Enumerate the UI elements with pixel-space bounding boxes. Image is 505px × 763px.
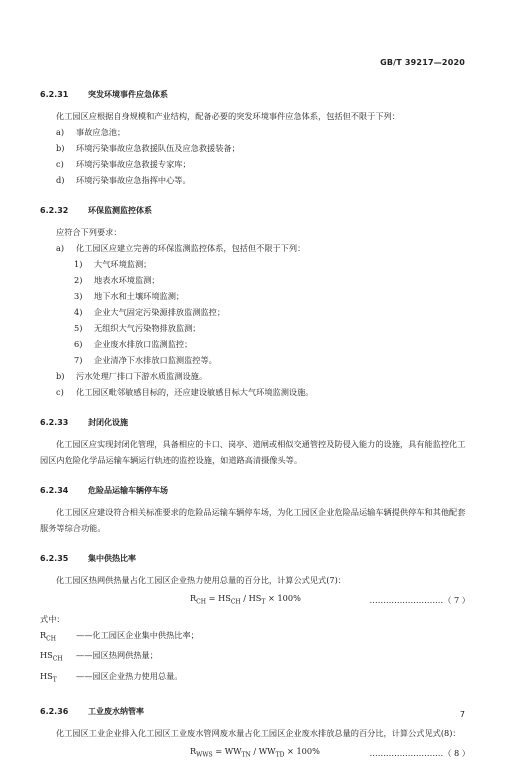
page-number: 7 (459, 710, 465, 719)
section-number: 6.2.34 (40, 486, 69, 495)
list-item: a) 化工园区应建立完善的环保监测监控体系，包括但不限于下列： (56, 243, 306, 253)
variable-definition: $HS_{CH}$ ——园区热网供热量； (40, 650, 158, 663)
section-heading-6-2-35 (40, 552, 470, 566)
formula-7 (40, 590, 470, 611)
section-number: 6.2.35 (40, 554, 69, 563)
section-heading-6-2-32 (40, 204, 470, 218)
sub-list-item: 7) 企业清净下水排放口监测监控等。 (74, 355, 217, 365)
section-title: 工业废水纳管率 (88, 706, 144, 716)
paragraph: 应符合下列要求： (56, 227, 122, 237)
section-number: 6.2.31 (40, 90, 69, 99)
section-title: 危险品运输车辆停车场 (88, 486, 168, 495)
sub-list-item: 4) 企业大气固定污染源排放监测监控； (74, 307, 226, 317)
list-item: c) 环境污染事故应急救援专家库； (56, 159, 191, 169)
equation-number: ………………………（ 7 ） (369, 595, 470, 606)
where-label: 式中： (40, 613, 65, 624)
section-heading-6-2-33 (40, 416, 470, 430)
sub-list-item: 2) 地表水环境监测； (74, 275, 160, 285)
sub-list-item: 1) 大气环境监测； (74, 259, 152, 269)
list-item: b) 污水处理厂排口下游水质监测设施。 (56, 371, 208, 381)
section-heading-6-2-34 (40, 484, 470, 498)
sub-list-item: 3) 地下水和土壤环境监测； (74, 291, 185, 301)
section-heading-6-2-31 (40, 88, 470, 102)
sub-list-item: 5) 无组织大气污染物排放监测； (74, 323, 201, 333)
list-item: d) 环境污染事故应急指挥中心等。 (56, 175, 191, 185)
paragraph: 化工园区应根据自身规模和产业结构，配备必要的突发环境事件应急体系，包括但不限于下列： (56, 111, 400, 121)
paragraph: 化工园区热网供热量占化工园区企业热力使用总量的百分比，计算公式见式(7)： (56, 575, 346, 585)
list-item: b) 环境污染事故应急救援队伍及应急救援装备； (56, 143, 240, 153)
standard-code: GB/T 39217—2020 (380, 58, 465, 67)
variable-definition: $HS_T$ ——园区企业热力使用总量。 (40, 670, 183, 684)
paragraph: 化工园区应建设符合相关标准要求的危险品运输车辆停车场，为化工园区企业危险品运输车辆提供停车和其他配套服务等综合功能。 (40, 507, 466, 533)
section-heading-6-2-36 (40, 705, 470, 719)
page-content (40, 86, 470, 763)
section-title: 环保监测监控体系 (88, 206, 152, 215)
paragraph: 化工园区工业企业排入化工园区工业废水管网废水量占化工园区企业废水排放总量的百分比，计算公式见式(8)： (56, 727, 461, 738)
section-number: 6.2.33 (40, 418, 69, 427)
section-title: 集中供热比率 (88, 554, 136, 563)
formula-8 (40, 743, 470, 763)
list-item: a) 事故应急池； (56, 127, 126, 137)
section-title: 封闭化设施 (88, 418, 128, 427)
section-number: 6.2.32 (40, 206, 69, 215)
equation-number: ………………………（ 8 ） (369, 747, 470, 758)
paragraph: 化工园区应实现封闭化管理，具备相应的卡口、岗亭、道闸或相似交通管控及防侵入能力的设施，具有能监控化工园区内危险化学品运输车辆运行轨迹的监控设施，如道路高清摄像头等。 (40, 439, 466, 465)
list-item: c) 化工园区毗邻敏感目标的，还应建设敏感目标大气环境监测设施。 (56, 387, 314, 397)
section-number: 6.2.36 (40, 706, 69, 716)
sub-list-item: 6) 企业废水排放口监测监控； (74, 339, 193, 349)
variable-definition: $R_{CH}$ ——化工园区企业集中供热比率； (40, 629, 199, 643)
formula-expression: $R_{CH} = HS_{CH} / HS_T \times 100\%$ (190, 593, 301, 606)
formula-expression: $R_{WWS} = WW_{TN} / WW_{TD} \times 100\%$ (190, 745, 320, 759)
section-title: 突发环境事件应急体系 (88, 90, 168, 99)
